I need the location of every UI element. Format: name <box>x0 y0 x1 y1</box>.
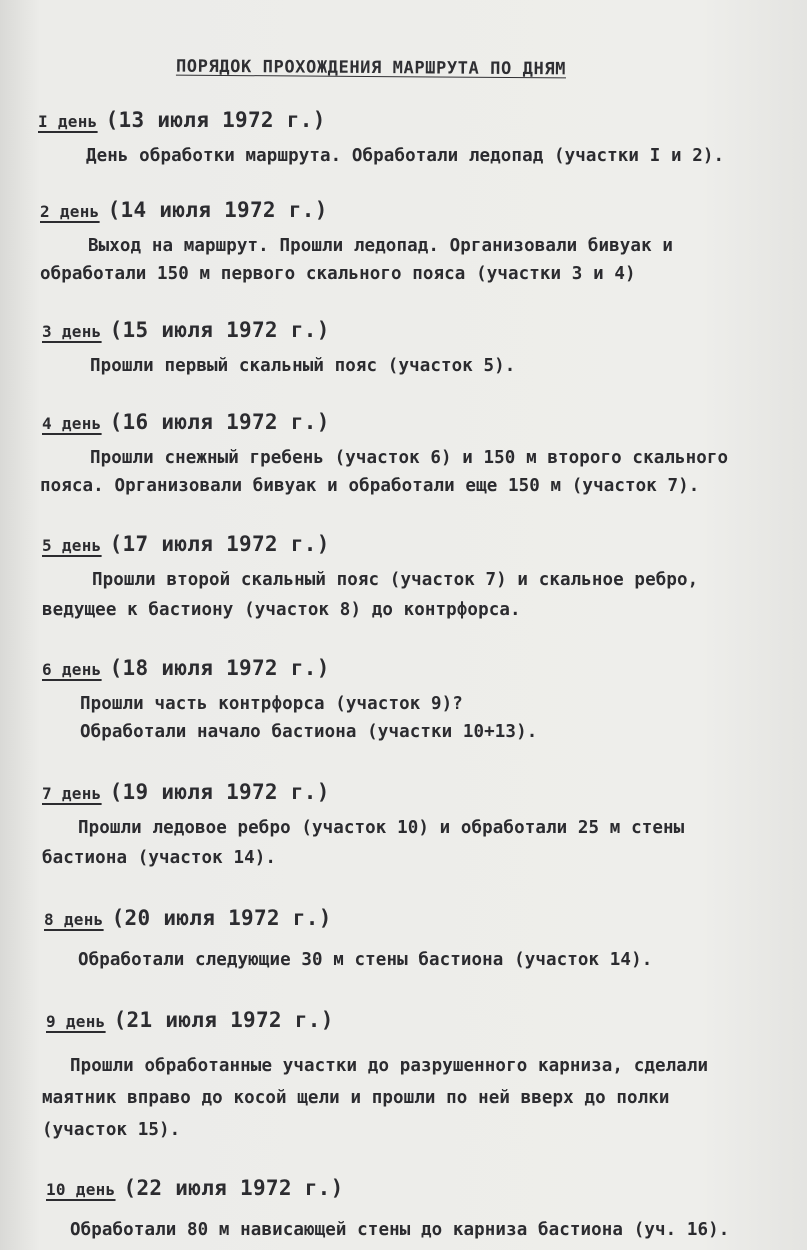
entry-5-line-2: ведущее к бастиону (участок 8) до контрфорса. <box>42 600 521 620</box>
entry-1-day: I день <box>38 112 98 131</box>
entry-7-day: 7 день <box>42 784 102 803</box>
entry-2-line-2: обработали 150 м первого скального пояса (участки 3 и 4) <box>40 264 636 284</box>
entry-9-date: (21 июля 1972 г.) <box>113 1008 334 1032</box>
entry-4-line-1: Прошли снежный гребень (участок 6) и 150 м второго скального <box>90 448 729 468</box>
entry-6-date: (18 июля 1972 г.) <box>109 656 330 680</box>
entry-6-line-1: Прошли часть контрфорса (участок 9)? <box>80 694 463 714</box>
entry-7-date: (19 июля 1972 г.) <box>109 780 330 804</box>
entry-2-heading <box>40 198 328 222</box>
entry-10-date: (22 июля 1972 г.) <box>123 1176 344 1200</box>
entry-7-line-1: Прошли ледовое ребро (участок 10) и обработали 25 м стены <box>78 818 685 838</box>
entry-6-heading <box>42 656 330 680</box>
entry-1-heading <box>38 108 326 132</box>
document-title: ПОРЯДОК ПРОХОЖДЕНИЯ МАРШРУТА ПО ДНЯМ <box>175 56 567 80</box>
entry-3-line-1: Прошли первый скальный пояс (участок 5). <box>90 356 516 376</box>
entry-5-day: 5 день <box>42 536 102 555</box>
entry-9-day: 9 день <box>46 1012 106 1031</box>
entry-9-heading <box>46 1008 334 1032</box>
entry-1-date: (13 июля 1972 г.) <box>105 108 326 132</box>
entry-3-date: (15 июля 1972 г.) <box>109 318 330 342</box>
entry-2-line-1: Выход на маршрут. Прошли ледопад. Организовали бивуак и <box>88 236 673 256</box>
entry-10-line-1: Обработали 80 м нависающей стены до карниза бастиона (уч. 16). <box>70 1220 730 1240</box>
entry-3-heading <box>42 318 330 342</box>
entry-5-date: (17 июля 1972 г.) <box>109 532 330 556</box>
entry-6-line-2: Обработали начало бастиона (участки 10+13). <box>80 722 538 742</box>
entry-7-line-2: бастиона (участок 14). <box>42 848 276 868</box>
entry-5-line-1: Прошли второй скальный пояс (участок 7) и скальное ребро, <box>92 570 699 590</box>
entry-2-date: (14 июля 1972 г.) <box>107 198 328 222</box>
entry-10-day: 10 день <box>46 1180 116 1199</box>
entry-5-heading <box>42 532 330 556</box>
entry-8-line-1: Обработали следующие 30 м стены бастиона (участок 14). <box>78 950 653 970</box>
entry-4-heading <box>42 410 330 434</box>
entry-7-heading <box>42 780 330 804</box>
entry-10-heading <box>46 1176 344 1200</box>
entry-2-day: 2 день <box>40 202 100 221</box>
entry-9-line-3: (участок 15). <box>42 1120 181 1140</box>
entry-9-line-2: маятник вправо до косой щели и прошли по ней вверх до полки <box>42 1088 670 1108</box>
entry-9-line-1: Прошли обработанные участки до разрушенного карниза, сделали <box>70 1056 709 1076</box>
entry-8-date: (20 июля 1972 г.) <box>111 906 332 930</box>
entry-4-line-2: пояса. Организовали бивуак и обработали еще 150 м (участок 7). <box>40 476 700 496</box>
entry-1-line-1: День обработки маршрута. Обработали ледопад (участки I и 2). <box>86 146 725 166</box>
entry-3-day: 3 день <box>42 322 102 341</box>
entry-8-day: 8 день <box>44 910 104 929</box>
entry-4-day: 4 день <box>42 414 102 433</box>
entry-8-heading <box>44 906 332 930</box>
entry-6-day: 6 день <box>42 660 102 679</box>
entry-4-date: (16 июля 1972 г.) <box>109 410 330 434</box>
